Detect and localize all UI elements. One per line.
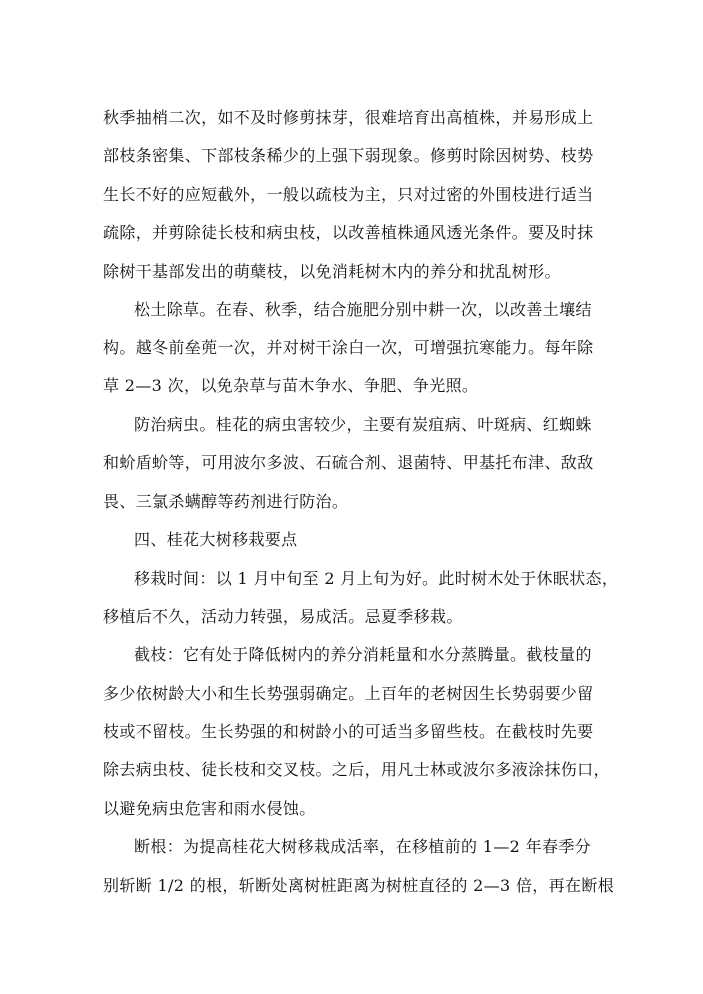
text-line: 移植后不久，活动力转强，易成活。忌夏季移栽。 — [103, 607, 463, 626]
text-line: 防治病虫。桂花的病虫害较少，主要有炭疽病、叶斑病、红蜘蛛 — [134, 415, 592, 434]
text-line: 多少依树龄大小和生长势强弱确定。上百年的老树因生长势弱要少留 — [103, 684, 594, 703]
text-line: 别斩断 1/2 的根，斩断处离树桩距离为树桩直径的 2—3 倍，再在断根 — [103, 876, 615, 895]
text-line: 除去病虫枝、徒长枝和交叉枝。之后，用凡士林或波尔多液涂抹伤口， — [103, 760, 610, 779]
text-line: 松土除草。在春、秋季，结合施肥分别中耕一次，以改善土壤结 — [134, 300, 592, 319]
text-line: 移栽时间：以 1 月中旬至 2 月上旬为好。此时树木处于休眠状态， — [134, 569, 619, 588]
text-line: 和蚧盾蚧等，可用波尔多波、石硫合剂、退菌特、甲基托布津、敌敌 — [103, 453, 594, 472]
section-heading: 四、桂花大树移栽要点 — [134, 530, 298, 549]
text-line: 以避免病虫危害和雨水侵蚀。 — [103, 799, 316, 818]
text-line: 部枝条密集、下部枝条稀少的上强下弱现象。修剪时除因树势、枝势 — [103, 146, 594, 165]
text-line: 秋季抽梢二次，如不及时修剪抹芽，很难培育出高植株，并易形成上 — [103, 108, 594, 127]
text-line: 截枝：它有处于降低树内的养分消耗量和水分蒸腾量。截枝量的 — [134, 645, 592, 664]
text-line: 疏除，并剪除徒长枝和病虫枝，以改善植株通风透光条件。要及时抹 — [103, 223, 594, 242]
text-line: 断根：为提高桂花大树移栽成活率，在移植前的 1—2 年春季分 — [134, 837, 592, 856]
text-line: 枝或不留枝。生长势强的和树龄小的可适当多留些枝。在截枝时先要 — [103, 722, 594, 741]
text-line: 生长不好的应短截外，一般以疏枝为主，只对过密的外围枝进行适当 — [103, 185, 594, 204]
text-line: 畏、三氯杀螨醇等药剂进行防治。 — [103, 492, 349, 511]
text-line: 草 2—3 次，以免杂草与苗木争水、争肥、争光照。 — [103, 376, 479, 395]
text-line: 构。越冬前垒蔸一次，并对树干涂白一次，可增强抗寒能力。每年除 — [103, 338, 594, 357]
text-line: 除树干基部发出的萌蘖枝，以免消耗树木内的养分和扰乱树形。 — [103, 262, 561, 281]
